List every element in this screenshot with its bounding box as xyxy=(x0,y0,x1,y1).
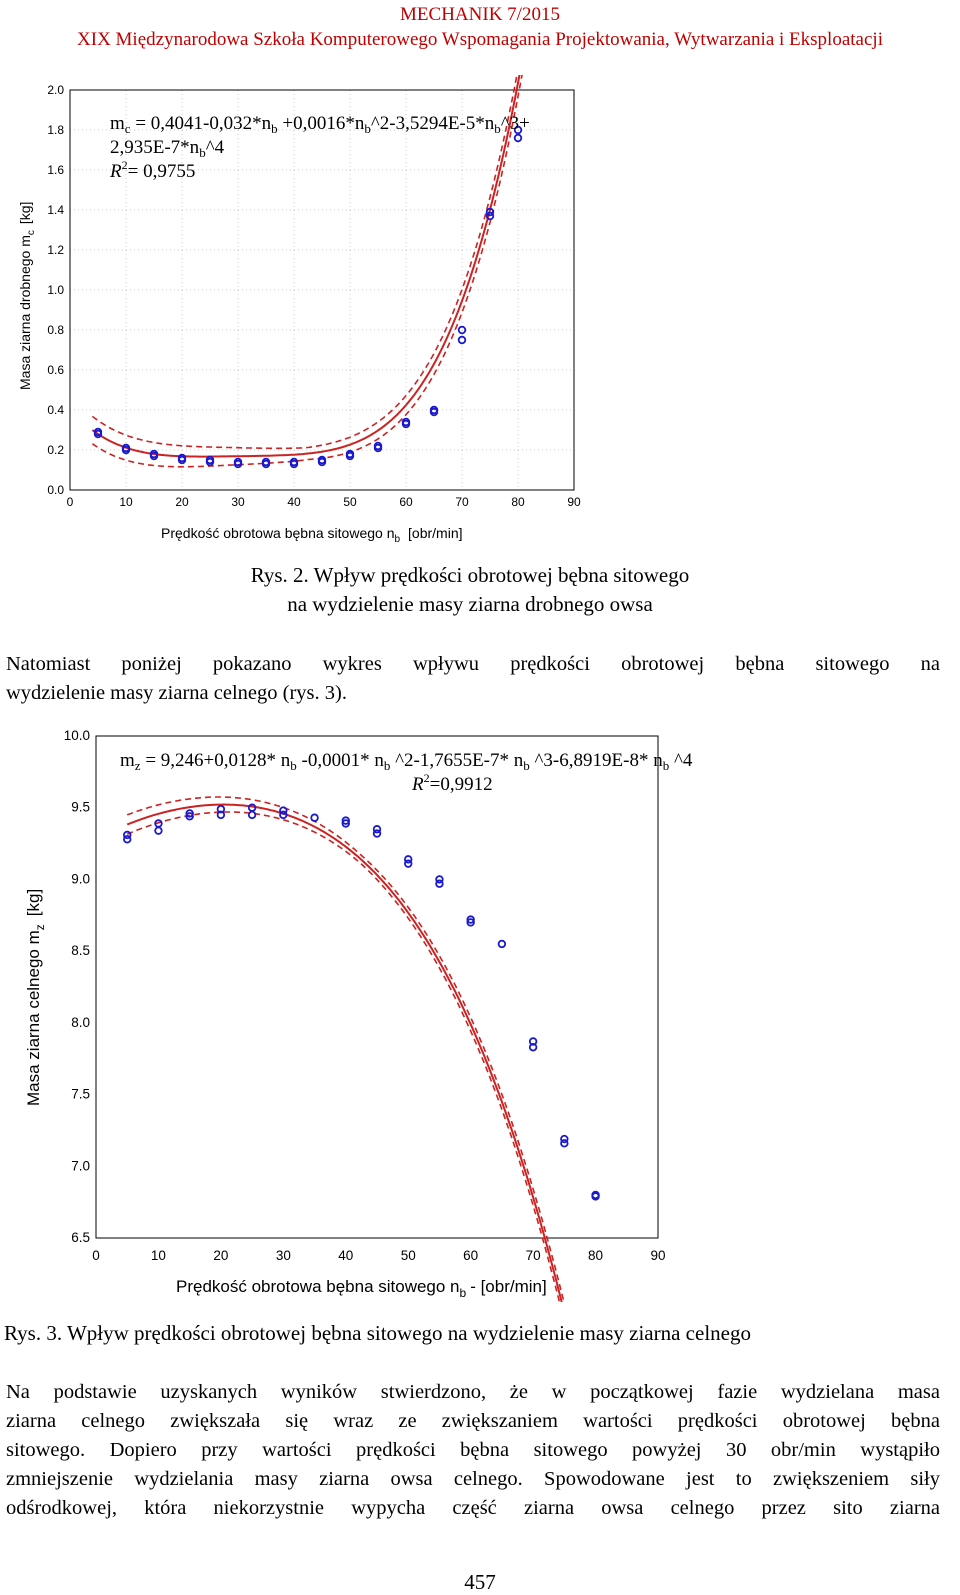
x-tick-label: 80 xyxy=(588,1248,604,1263)
paragraph-2 xyxy=(6,1378,940,1523)
data-point xyxy=(124,836,131,843)
paragraph-2-line: ziarna celnego zwiększała się wraz ze zwiększaniem wartości prędkości obrotowej bębna xyxy=(6,1410,940,1432)
y-tick-label: 8.5 xyxy=(71,943,90,959)
y-tick-label: 8.0 xyxy=(71,1014,90,1030)
fig3-r2: $R^2=0,9912$ xyxy=(412,771,493,795)
x-tick-label: 90 xyxy=(567,495,581,509)
x-tick-label: 60 xyxy=(463,1248,479,1263)
x-tick-label: 50 xyxy=(400,1248,416,1263)
paragraph-1 xyxy=(6,650,940,708)
x-tick-label: 60 xyxy=(399,495,413,509)
y-tick-label: 9.0 xyxy=(71,871,90,887)
journal-header: MECHANIK 7/2015 xyxy=(400,4,560,25)
data-point xyxy=(249,812,256,819)
fig2-equation-line1: $m_c = 0,4041-0,032*n_b$ $+0,0016*n_b\^{}2-3,5294E-5*n_b\^{}3+$ xyxy=(110,113,530,136)
y-tick-label: 1.2 xyxy=(47,243,64,257)
fig2-equation-line2: $2,935E-7*n_b\^{}4$ xyxy=(110,137,225,160)
paragraph-2-line: zmniejszenie wydzielania masy ziarna owsa celnego. Spowodowane jest to zwiększeniem siły xyxy=(6,1468,940,1490)
confidence-band-lower xyxy=(127,812,595,1302)
fig2-y-axis-label: Masa ziarna drobnego $m_c[kg]$ xyxy=(17,201,37,390)
x-tick-label: 70 xyxy=(455,495,469,509)
conference-header: XIX Międzynarodowa Szkoła Komputerowego Wspomagania Projektowania, Wytwarzania i Eksploatacji xyxy=(77,29,883,50)
paragraph-1-line: Natomiast poniżej pokazano wykres wpływu prędkości obrotowej bębna sitowego na xyxy=(6,653,940,675)
fig2-r2: $R^2= 0,9755$ xyxy=(110,158,196,182)
fig2-caption-line2: na wydzielenie masy ziarna drobnego owsa xyxy=(287,592,653,616)
y-tick-label: 1.0 xyxy=(47,283,64,297)
fig3-equation: $m_z = 9,246+0,0128*$ $n_b$ -0,0001* $n_b$ ^2-1,7655E-7* $n_b$ ^3-6,8919E-8* $n_b$ ^4 xyxy=(120,750,693,773)
page-number: 457 xyxy=(464,1570,496,1594)
fig2-caption-line1: Rys. 2. Wpływ prędkości obrotowej bębna sitowego xyxy=(250,563,690,587)
fig3-caption: Rys. 3. Wpływ prędkości obrotowej bębna sitowego na wydzielenie masy ziarna celnego xyxy=(4,1321,751,1345)
fig2-x-axis-label: Prędkość obrotowa bębna sitowego $n_b$ [obr/min] xyxy=(161,525,463,545)
paragraph-2-line: sitowego. Dopiero przy wartości prędkości bębna sitowego powyżej 30 obr/min wystąpiło xyxy=(6,1439,940,1461)
y-tick-label: 9.5 xyxy=(71,799,90,815)
data-point xyxy=(561,1140,568,1147)
confidence-band-upper xyxy=(127,797,595,1302)
y-tick-label: 10.0 xyxy=(63,728,90,743)
y-tick-label: 1.6 xyxy=(47,163,64,177)
x-tick-label: 0 xyxy=(66,495,74,509)
fig3-y-axis-label: Masa ziarna celnego $m_z[kg]$ xyxy=(24,888,47,1106)
fig3-x-axis-label: Prędkość obrotowa bębna sitowego $n_b - [obr/\min]$ xyxy=(176,1277,547,1300)
y-tick-label: 0.4 xyxy=(47,403,64,417)
y-tick-label: 1.4 xyxy=(47,203,64,217)
chart-main-grain-mass xyxy=(0,722,700,1302)
data-point xyxy=(499,941,506,948)
data-point xyxy=(311,814,318,821)
x-tick-label: 30 xyxy=(231,495,245,509)
x-tick-label: 70 xyxy=(525,1248,541,1263)
y-tick-label: 2.0 xyxy=(47,83,64,97)
paragraph-2-line: odśrodkowej, która niekorzystnie wypycha część ziarna owsa celnego przez sito ziarna xyxy=(6,1497,940,1519)
x-tick-label: 30 xyxy=(275,1248,291,1263)
x-tick-label: 40 xyxy=(287,495,301,509)
data-point xyxy=(436,880,443,887)
data-point xyxy=(374,830,381,837)
y-tick-label: 7.5 xyxy=(71,1086,90,1102)
x-tick-label: 20 xyxy=(213,1248,229,1263)
y-tick-label: 1.8 xyxy=(47,123,64,137)
y-tick-label: 0.2 xyxy=(47,443,64,457)
y-tick-label: 0.8 xyxy=(47,323,64,337)
x-tick-label: 10 xyxy=(150,1248,166,1263)
x-tick-label: 20 xyxy=(175,495,189,509)
data-point xyxy=(155,827,162,834)
x-tick-label: 10 xyxy=(119,495,133,509)
y-tick-label: 6.5 xyxy=(71,1230,90,1245)
fit-curve xyxy=(127,805,595,1303)
y-tick-label: 0.6 xyxy=(47,363,64,377)
paragraph-1-line: wydzielenie masy ziarna celnego (rys. 3). xyxy=(6,682,347,704)
x-tick-label: 80 xyxy=(511,495,525,509)
y-tick-label: 0.0 xyxy=(47,483,64,497)
y-tick-label: 7.0 xyxy=(71,1158,90,1174)
x-tick-label: 40 xyxy=(338,1248,354,1263)
x-tick-label: 0 xyxy=(92,1248,100,1263)
data-point xyxy=(405,860,412,867)
paragraph-2-line: Na podstawie uzyskanych wyników stwierdzono, że w początkowej fazie wydzielana masa xyxy=(6,1381,940,1403)
x-tick-label: 90 xyxy=(650,1248,666,1263)
x-tick-label: 50 xyxy=(343,495,357,509)
chart-fine-grain-mass xyxy=(0,75,620,555)
